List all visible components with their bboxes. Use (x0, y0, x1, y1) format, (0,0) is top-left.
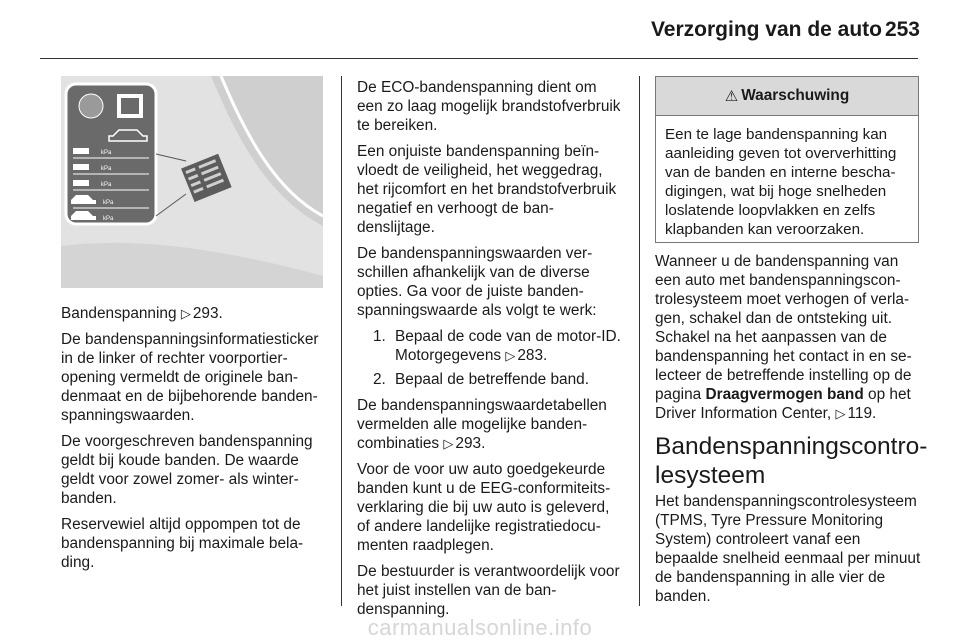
paragraph-text: Wanneer u de bandenspanning van een auto met bandenspanningscontrolesysteem moet verhogen of verlagen, schakel dan de ontsteking uit. Schakel na het aanpassen van de bandenspanning het contact in en selecteer de betreffende instelling op de pagina (655, 253, 912, 403)
sticker-label-1: kPa (101, 150, 112, 156)
column-middle (357, 78, 623, 626)
column-right (655, 252, 928, 613)
page-reference-icon: ▷ (443, 436, 454, 451)
column-left (61, 304, 327, 579)
paragraph: Het bandenspanningscontrolesysteem (TPMS, Tyre Pressure Monitoring System) controleert vanaf een bepaalde snelheid eenmaal per minuut de bandenspanning in alle vier de banden. (655, 493, 921, 605)
page-reference-icon: ▷ (835, 406, 846, 421)
step-number: 1. (373, 328, 386, 345)
paragraph-text: De bandenspanningswaardetabellen vermelden alle mogelijke bandencombinaties (357, 397, 607, 452)
warning-text: Een te lage bandenspanning kan aanleiding geven tot oververhitting van de banden en interne beschadigingen, wat bij hoge snelheden loslatende loopvlakken en zelfs klapbanden kan veroorzaken. (665, 126, 897, 238)
reference-page: 293. (192, 305, 223, 322)
header-divider (40, 58, 918, 59)
column-divider (639, 76, 640, 606)
paragraph: De ECO-bandenspanning dient om een zo laag mogelijk brandstofverbruik te bereiken. (357, 79, 621, 134)
door-pillar-drawing (61, 76, 323, 288)
reference-text: Bandenspanning (61, 305, 177, 322)
warning-header (656, 77, 918, 116)
tyre-pressure-sticker-illustration (61, 76, 323, 288)
page-reference-icon: ▷ (505, 348, 516, 363)
column-divider (341, 76, 342, 606)
sticker-label-4: kPa (103, 200, 114, 206)
reference-page: 283. (517, 347, 548, 364)
watermark: carmanualsonline.info (367, 615, 593, 640)
paragraph: Een onjuiste bandenspanning beïnvloedt de veiligheid, het weggedrag, het rijcomfort en het brandstofverbruik negatief en verhoogt de bandenslijtage. (357, 143, 617, 236)
step-number: 2. (373, 371, 386, 388)
paragraph (655, 252, 923, 423)
menu-setting-name: Draagvermogen band (705, 386, 864, 403)
paragraph: Voor de voor uw auto goedgekeurde banden kunt u de EEG-conformiteitsverklaring die bij uw auto is geleverd, of andere landelijke registratiedocumenten raadplegen. (357, 461, 611, 554)
list-item (357, 370, 623, 389)
sticker-label-2: kPa (101, 166, 112, 172)
step-text: Bepaal de code van de motor-ID. Motorgegevens (395, 328, 621, 364)
list-item (357, 327, 623, 365)
paragraph: Reservewiel altijd oppompen tot de bandenspanning bij maximale belading. (61, 516, 304, 571)
paragraph: De voorgeschreven bandenspanning geldt bij koude banden. De waarde geldt voor zowel zomer- als winterbanden. (61, 433, 313, 507)
reference-page: 119. (847, 405, 877, 422)
step-text: Bepaal de betreffende band. (395, 371, 589, 388)
page-reference-icon: ▷ (180, 306, 191, 321)
warning-triangle-icon: ⚠ (724, 88, 739, 105)
paragraph: De bandenspanningsinformatiesticker in de linker of rechter voorportieropening vermeldt de originele bandenmaat en de bijbehorende bandenspanningswaarden. (61, 331, 319, 424)
warning-title: Waarschuwing (741, 87, 850, 104)
reference-page: 293. (455, 435, 486, 452)
paragraph: De bestuurder is verantwoordelijk voor het juist instellen van de bandenspanning. (357, 563, 620, 618)
warning-box (655, 76, 919, 243)
steps-list (357, 327, 623, 389)
paragraph-text: op het Driver Information Center, (655, 386, 911, 422)
paragraph (357, 396, 623, 453)
page-number: 253 (884, 18, 920, 41)
reference-line (61, 304, 327, 323)
page-header-title: Verzorging van de auto (650, 18, 882, 41)
sticker-label-5: kPa (103, 216, 114, 222)
sticker-label-3: kPa (101, 182, 112, 188)
section-heading: Bandenspanningscontrolesysteem (655, 433, 928, 489)
paragraph: De bandenspanningswaarden verschillen afhankelijk van de diverse opties. Ga voor de juiste bandenspanningswaarde als volgt te werk: (357, 245, 597, 319)
